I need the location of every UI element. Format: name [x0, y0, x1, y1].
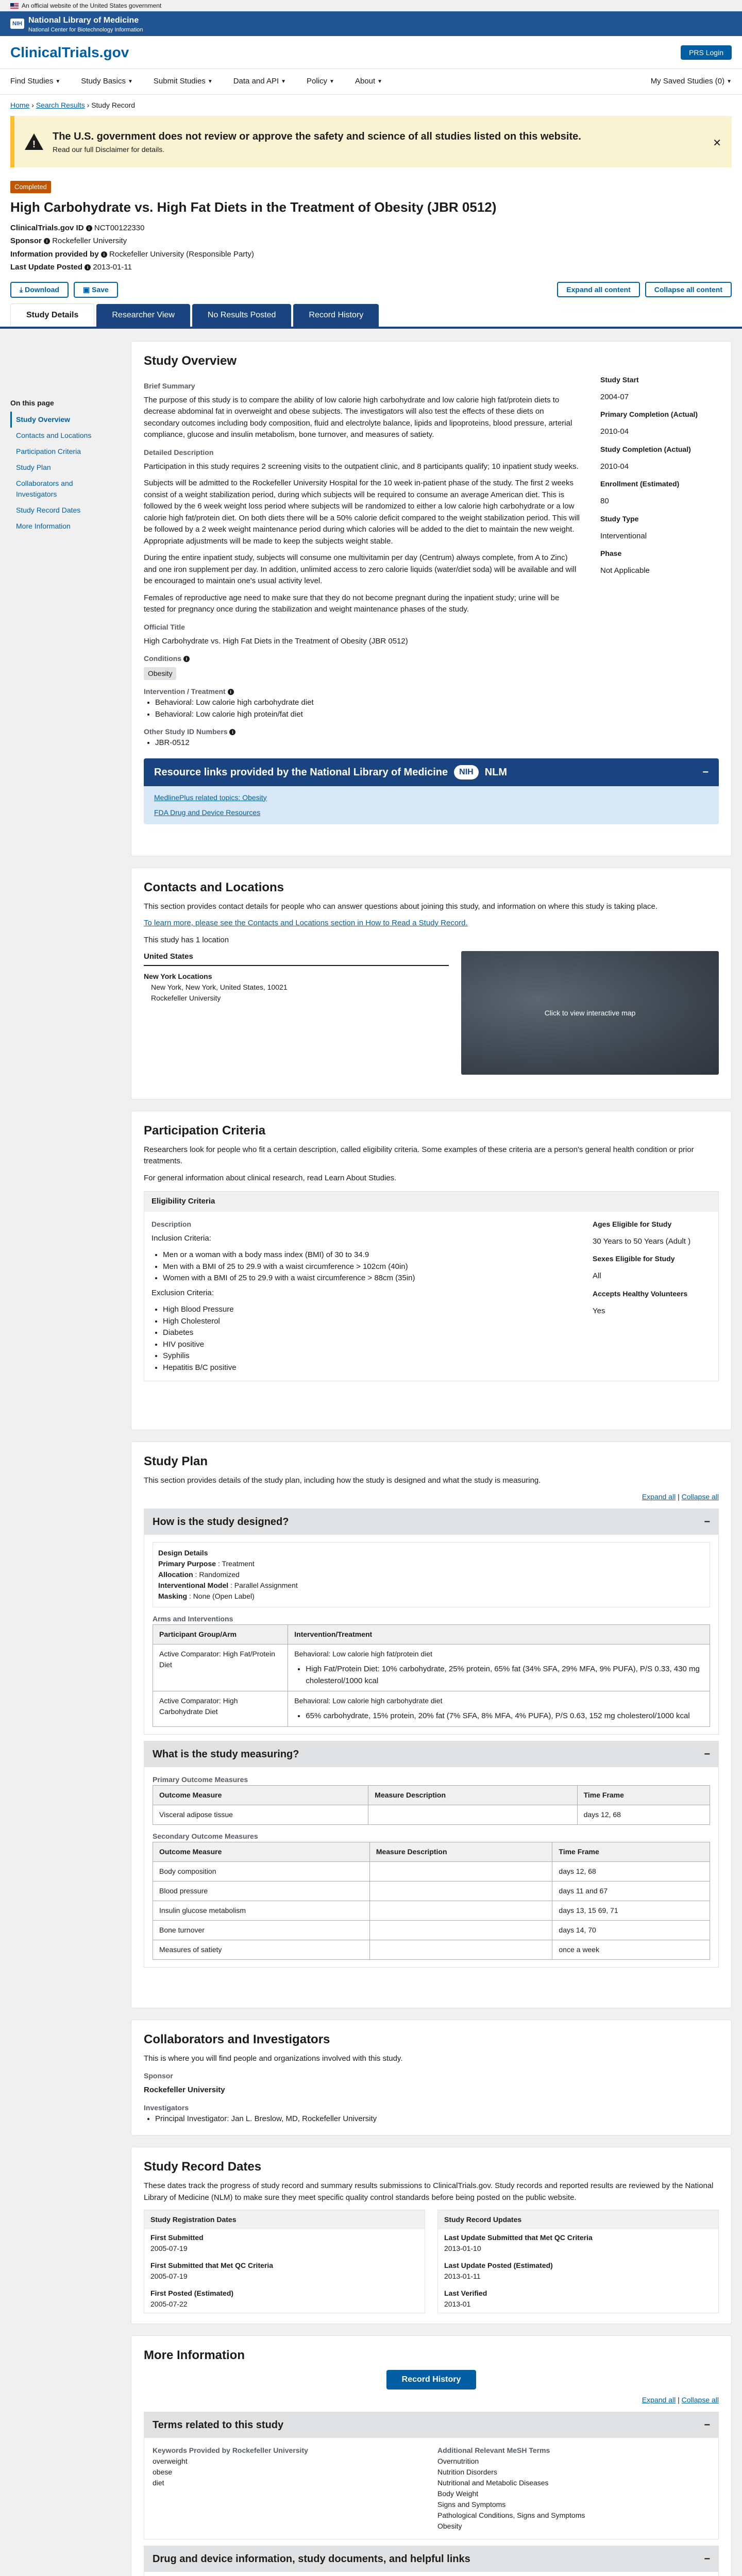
sidebar-item-overview[interactable]: Study Overview — [10, 412, 119, 428]
fda-link[interactable]: FDA Drug and Device Resources — [154, 808, 261, 817]
criteria-heading: Participation Criteria — [144, 1123, 266, 1138]
chevron-down-icon: ▼ — [727, 79, 732, 84]
nav-study-basics[interactable]: Study Basics ▼ — [81, 77, 133, 86]
date-row: Last Verified 2013-01 — [444, 2289, 487, 2308]
mesh-label: Additional Relevant MeSH Terms — [437, 2446, 550, 2454]
download-button[interactable]: ⤓ Download — [10, 282, 69, 298]
plan-text: This section provides details of the study plan, including how the study is designed and what the study is measuring. — [144, 1476, 541, 1485]
plan-collapse-all[interactable]: Collapse all — [681, 1493, 719, 1501]
sidebar-heading: On this page — [10, 398, 54, 407]
fact-label: Study Completion (Actual) — [600, 445, 691, 453]
state-label: New York Locations — [144, 972, 212, 980]
exclusion-label: Exclusion Criteria: — [151, 1288, 214, 1297]
desc-label: Description — [151, 1219, 192, 1228]
chevron-down-icon: ▼ — [329, 79, 334, 84]
fact-value: 80 — [600, 497, 609, 505]
location-city: New York, New York, United States, 10021 — [151, 982, 288, 991]
fact-value: Yes — [593, 1306, 605, 1315]
breadcrumb-search[interactable]: Search Results — [36, 101, 85, 109]
fact-label: Sexes Eligible for Study — [593, 1255, 675, 1263]
exclusion-item: • Syphilis — [163, 1350, 593, 1362]
update-row: Last Update Posted i 2013-01-11 — [10, 263, 132, 272]
nlm-logo-text: NLM — [484, 766, 508, 778]
gov-banner — [0, 0, 742, 11]
inclusion-item: • Women with a BMI of 25 to 29.9 with a waist circumference > 88cm (35in) — [163, 1273, 593, 1284]
location-count: This study has 1 location — [144, 935, 229, 944]
detailed-p3: During the entire inpatient study, subjects will consume one multivitamin per day (Centrum) always complete, from A to Zinc) and one iron supplement per day. In addition, unlimited access to zero calorie liquids (water/diet soda) will be available and will be encouraged to maintain one's usual activity level. — [144, 553, 577, 585]
sidebar-item-contacts[interactable]: Contacts and Locations — [16, 431, 92, 439]
saved-studies-link[interactable]: My Saved Studies (0) ▼ — [650, 77, 732, 86]
fact-value: Interventional — [600, 531, 647, 540]
plan-expand-all[interactable]: Expand all — [642, 1493, 676, 1501]
nlm-box-title: Resource links provided by the National Library of Medicine — [154, 766, 448, 778]
official-title: High Carbohydrate vs. High Fat Diets in the Treatment of Obesity (JBR 0512) — [144, 636, 408, 646]
nav-data-api[interactable]: Data and API ▼ — [233, 77, 286, 86]
info-icon[interactable]: i — [85, 264, 91, 270]
dates-heading: Study Record Dates — [144, 2160, 262, 2174]
investigators-label: Investigators — [144, 2103, 189, 2112]
intervention-label: Intervention / Treatment i — [144, 686, 580, 697]
collab-text: This is where you will find people and organizations involved with this study. — [144, 2054, 403, 2063]
criteria-card — [131, 1111, 732, 1430]
detailed-label: Detailed Description — [144, 448, 214, 456]
download-icon: ⤓ — [20, 285, 23, 294]
eligibility-box — [144, 1191, 719, 1381]
collaborators-card — [131, 2020, 732, 2136]
fact-label: Primary Completion (Actual) — [600, 410, 698, 418]
nav-find-studies[interactable]: Find Studies ▼ — [10, 77, 61, 86]
mesh-item: Nutrition Disorders — [437, 2468, 497, 2476]
tab-no-results[interactable]: No Results Posted — [192, 304, 292, 327]
breadcrumb-home[interactable]: Home — [10, 101, 30, 109]
collapse-all-button[interactable]: Collapse all content — [645, 282, 732, 297]
terms-title: Terms related to this study — [153, 2419, 284, 2431]
investigator-item: • Principal Investigator: Jan L. Breslow, MD, Rockefeller University — [155, 2113, 719, 2125]
design-row: Masking : None (Open Label) — [158, 1592, 255, 1600]
save-button[interactable]: ▣ Save — [74, 282, 118, 298]
table-row: Insulin glucose metabolism days 13, 15 69, 71 — [153, 1901, 710, 1920]
eligibility-facts — [593, 1219, 711, 1374]
collab-sponsor: Rockefeller University — [144, 2086, 225, 2094]
fact-label: Accepts Healthy Volunteers — [593, 1289, 688, 1298]
collapse-icon[interactable]: − — [704, 1748, 710, 1760]
arms-label: Arms and Interventions — [153, 1615, 233, 1623]
fact-value: All — [593, 1272, 601, 1280]
chevron-down-icon: ▼ — [55, 79, 61, 84]
keyword-item: obese — [153, 2468, 173, 2476]
exclusion-item: • Hepatitis B/C positive — [163, 1362, 593, 1374]
drug-title: Drug and device information, study documents, and helpful links — [153, 2553, 470, 2565]
study-title: High Carbohydrate vs. High Fat Diets in the Treatment of Obesity (JBR 0512) — [10, 199, 497, 215]
design-section — [144, 1509, 719, 1735]
other-id-item: • JBR-0512 — [155, 737, 580, 749]
mesh-item: Obesity — [437, 2522, 462, 2530]
detailed-p4: Females of reproductive age need to make sure that they do not become pregnant during the inpatient study; urine will be tested for pregnancy once during the stabilization and weight maintenance phases of the study. — [144, 593, 560, 614]
info-icon[interactable]: i — [183, 656, 190, 662]
fact-label: Enrollment (Estimated) — [600, 480, 680, 488]
fact-label: Phase — [600, 549, 622, 557]
contacts-card — [131, 868, 732, 1099]
keyword-item: diet — [153, 2479, 164, 2487]
table-row: Visceral adipose tissue days 12, 68 — [153, 1805, 710, 1824]
secondary-outcomes-table: Outcome Measure Measure Description Time Frame Body composition days 12, 68 Blood pressure days 11 and 67 Insulin glucose metabolism days 13, 15 69, 71 Bone turnover days 14, 70 Measures of satiety once a week — [153, 1842, 710, 1960]
criteria-text: Researchers look for people who fit a certain description, called eligibility criteria. Some examples of these criteria are a person's general health condition or prior treatments. — [144, 1145, 694, 1165]
breadcrumb-current: Study Record — [91, 101, 136, 109]
chevron-down-icon: ▼ — [281, 79, 286, 84]
chevron-down-icon: ▼ — [377, 79, 383, 84]
table-row: Bone turnover days 14, 70 — [153, 1920, 710, 1940]
map-text: Click to view interactive map — [544, 1008, 636, 1017]
date-row: First Submitted 2005-07-19 — [150, 2233, 204, 2252]
date-row: Last Update Submitted that Met QC Criteria 2013-01-10 — [444, 2233, 593, 2252]
measure-question: What is the study measuring? — [153, 1748, 299, 1760]
arms-col-header: Intervention/Treatment — [288, 1625, 710, 1645]
save-icon: ▣ — [82, 285, 90, 294]
tab-study-details[interactable]: Study Details — [10, 303, 94, 327]
medlineplus-link[interactable]: MedlinePlus related topics: Obesity — [154, 793, 267, 802]
contacts-text: This section provides contact details for people who can answer questions about joining this study, and information on where this study is taking place. — [144, 902, 657, 911]
primary-label: Primary Outcome Measures — [153, 1775, 248, 1784]
terms-section — [144, 2412, 719, 2539]
keywords-label: Keywords Provided by Rockefeller University — [153, 2446, 308, 2454]
info-icon[interactable]: i — [229, 729, 235, 735]
arms-table — [153, 1624, 710, 1727]
nav-policy[interactable]: Policy ▼ — [307, 77, 334, 86]
tab-researcher-view[interactable]: Researcher View — [96, 304, 190, 327]
contacts-heading: Contacts and Locations — [144, 880, 284, 894]
study-facts — [600, 375, 719, 749]
gov-banner-text: An official website of the United States government — [22, 2, 162, 9]
close-icon[interactable]: ✕ — [713, 138, 721, 149]
sidebar — [10, 341, 119, 2576]
exclusion-item: • HIV positive — [163, 1339, 593, 1351]
inclusion-item: • Men or a woman with a body mass index (BMI) of 30 to 34.9 — [163, 1249, 593, 1261]
intervention-item: • Behavioral: Low calorie high protein/fat diet — [155, 709, 580, 721]
mesh-item: Body Weight — [437, 2489, 479, 2498]
design-row: Allocation : Randomized — [158, 1570, 240, 1579]
exclusion-item: • Diabetes — [163, 1327, 593, 1339]
secondary-label: Secondary Outcome Measures — [153, 1832, 258, 1840]
info-icon[interactable]: i — [228, 689, 234, 695]
mesh-item: Signs and Symptoms — [437, 2500, 506, 2509]
fact-label: Ages Eligible for Study — [593, 1219, 672, 1228]
collapse-icon[interactable]: − — [704, 2553, 710, 2565]
registration-dates: Study Registration Dates First Submitted 2005-07-19 First Submitted that Met QC Criteria 2005-07-19 First Posted (Estimated) 2005-07-22 — [144, 2210, 425, 2313]
table-row: Blood pressure days 11 and 67 — [153, 1881, 710, 1901]
design-label: Design Details — [158, 1549, 208, 1557]
warning-icon — [25, 133, 43, 150]
tab-record-history[interactable]: Record History — [293, 304, 379, 327]
nlm-sub: National Center for Biotechnology Information — [28, 26, 143, 33]
fact-value: 2010-04 — [600, 462, 629, 471]
tab-bar — [0, 304, 742, 329]
fact-label: Study Start — [600, 375, 639, 384]
nav-about[interactable]: About ▼ — [355, 77, 383, 86]
keyword-item: overweight — [153, 2457, 188, 2465]
inclusion-item: • Men with a BMI of 25 to 29.9 with a waist circumference > 102cm (40in) — [163, 1261, 593, 1273]
conditions-label: Conditions i — [144, 653, 580, 664]
us-flag-icon — [10, 3, 19, 9]
sponsor-row: Sponsor i Rockefeller University — [10, 236, 127, 245]
fact-label: Study Type — [600, 514, 639, 523]
arms-col-header: Participant Group/Arm — [153, 1625, 288, 1645]
table-row: Active Comparator: High Carbohydrate Diet Behavioral: Low calorie high carbohydrate diet • 65% carbohydrate, 15% protein, 20% fat (7% SFA, 8% MFA, 4% PUFA), P/S 0.63, 152 mg cholesterol/1000 kcal — [153, 1691, 710, 1727]
expand-all-button[interactable]: Expand all content — [557, 282, 639, 297]
study-header — [0, 172, 742, 304]
nih-logo-icon: NIH — [454, 765, 479, 779]
dates-card — [131, 2147, 732, 2324]
info-icon[interactable]: i — [101, 251, 107, 258]
alert-title: The U.S. government does not review or approve the safety and science of all studies listed on this website. — [53, 130, 581, 142]
nct-row: ClinicalTrials.gov ID i NCT00122330 — [10, 223, 145, 232]
criteria-learn: For general information about clinical research, read Learn About Studies. — [144, 1173, 397, 1182]
brief-summary: The purpose of this study is to compare the ability of low calorie high carbohydrate and low calorie high fat/protein diets to decrease abdominal fat in overweight and obese subjects. The investigators will also test the effects of these diets on secondary outcomes including body composition, fluid and electrolyte balance, lipids and lipoproteins, blood pressure, arterial compliance, glucose and insulin metabolism, bone turnover, and measures of satiety. — [144, 395, 572, 439]
collapse-icon[interactable]: − — [704, 2419, 710, 2431]
main-nav — [0, 69, 742, 95]
chevron-down-icon: ▼ — [128, 79, 133, 84]
intervention-item: • Behavioral: Low calorie high carbohydrate diet — [155, 697, 580, 709]
chevron-down-icon: ▼ — [207, 79, 213, 84]
plan-heading: Study Plan — [144, 1454, 208, 1468]
measure-section — [144, 1741, 719, 1968]
breadcrumb: Home › Search Results › Study Record — [0, 95, 742, 116]
fact-value: Not Applicable — [600, 566, 650, 575]
sidebar-item-criteria[interactable]: Participation Criteria — [16, 447, 81, 455]
more-expand-all[interactable]: Expand all — [642, 2396, 676, 2404]
drug-section — [144, 2546, 719, 2576]
other-ids-label: Other Study ID Numbers i — [144, 726, 580, 737]
date-row: First Submitted that Met QC Criteria 2005-07-19 — [150, 2261, 274, 2280]
info-icon[interactable]: i — [44, 238, 50, 244]
site-header — [0, 36, 742, 69]
inclusion-label: Inclusion Criteria: — [151, 1233, 211, 1243]
fact-value: 2010-04 — [600, 427, 629, 436]
eligibility-title: Eligibility Criteria — [144, 1192, 718, 1212]
exclusion-item: • High Blood Pressure — [163, 1304, 593, 1316]
info-row: Information provided by i Rockefeller University (Responsible Party) — [10, 249, 254, 259]
country-label: United States — [144, 951, 449, 966]
study-overview-card — [131, 341, 732, 856]
sidebar-item-plan[interactable]: Study Plan — [16, 463, 51, 471]
brief-label: Brief Summary — [144, 381, 195, 390]
more-info-card: More Information Record History Expand all | Collapse all Terms related to this study − Keywords Provided by Rockefeller University overweight obese diet Additional Relevant MeSH Terms Overnutrition Nutrition Disorders Nutritional and Metabolic Diseases Body Weight Signs and Symptoms Pathological Conditions, Signs and Symptoms Obesity Drug and device information, study documents, and helpful links − — [131, 2335, 732, 2576]
more-heading: More Information — [144, 2348, 245, 2362]
fact-value: 30 Years to 50 Years (Adult ) — [593, 1236, 691, 1246]
location-site: Rockefeller University — [151, 993, 221, 1002]
info-icon[interactable]: i — [86, 225, 92, 231]
collapse-icon[interactable]: − — [704, 1516, 710, 1528]
mesh-item: Nutritional and Metabolic Diseases — [437, 2479, 549, 2487]
disclaimer-alert — [10, 116, 732, 167]
design-question: How is the study designed? — [153, 1516, 289, 1528]
date-row: First Posted (Estimated) 2005-07-22 — [150, 2289, 234, 2308]
record-updates: Study Record Updates Last Update Submitted that Met QC Criteria 2013-01-10 Last Update Posted (Estimated) 2013-01-11 Last Verified 2013-01 — [437, 2210, 719, 2313]
collab-sponsor-label: Sponsor — [144, 2072, 173, 2080]
nlm-name: National Library of Medicine — [28, 15, 139, 25]
nav-submit-studies[interactable]: Submit Studies ▼ — [153, 77, 213, 86]
nih-icon: NIH — [10, 19, 24, 29]
date-row: Last Update Posted (Estimated) 2013-01-11 — [444, 2261, 553, 2280]
dates-text: These dates track the progress of study record and summary results submissions to ClinicalTrials.gov. Study records and reported results are reviewed by the National Library of Medicine (NLM) to make sure they meet specific quality control standards before being posted on the public website. — [144, 2181, 714, 2202]
condition-tag[interactable]: Obesity — [144, 667, 176, 680]
more-collapse-all[interactable]: Collapse all — [681, 2396, 719, 2404]
official-label: Official Title — [144, 622, 185, 631]
table-row: Measures of satiety once a week — [153, 1940, 710, 1959]
table-row: Body composition days 12, 68 — [153, 1861, 710, 1881]
detailed-p1: Participation in this study requires 2 screening visits to the outpatient clinic, and 8 participants qualify; 10 inpatient study weeks. — [144, 462, 579, 471]
overview-heading: Study Overview — [144, 353, 237, 368]
collapse-icon[interactable]: − — [702, 766, 709, 778]
record-history-button[interactable]: Record History — [386, 2370, 477, 2389]
mesh-item: Pathological Conditions, Signs and Symptoms — [437, 2511, 585, 2519]
design-row: Primary Purpose : Treatment — [158, 1560, 255, 1568]
contacts-learn — [144, 918, 719, 929]
contacts-learn-link[interactable]: To learn more, please see the Contacts and Locations section in How to Read a Study Record. — [144, 919, 468, 927]
location-map[interactable] — [461, 951, 719, 1075]
design-row: Interventional Model : Parallel Assignment — [158, 1581, 298, 1589]
site-logo[interactable]: ClinicalTrials.gov — [10, 44, 129, 60]
table-row: Active Comparator: High Fat/Protein Diet Behavioral: Low calorie high fat/protein diet • High Fat/Protein Diet: 10% carbohydrate, 25% protein, 65% fat (34% SFA, 29% MFA, 9% PUFA), P/S 0.33, 430 mg cholesterol/1000 kcal — [153, 1645, 710, 1691]
fact-value: 2004-07 — [600, 392, 629, 401]
sidebar-item-collaborators[interactable]: Collaborators and Investigators — [16, 479, 73, 498]
detailed-p2: Subjects will be admitted to the Rockefeller University Hospital for the 10 week in-patient phase of the study. The first 2 weeks consist of a weight stabilization period, during which subjects will be required to consume an average American diet. This is followed by the 6 week weight loss period where subjects will be randomized to either a low calorie high carbohydrate or a low calorie high fat/protein diet. On both diets there will be a 50% calorie deficit compared to the weight stabilization period. This will be followed by a 2 week weight maintenance period during which calories will be added to the diet to maintain the new weight. Appropriate adjustments will be made to keep the subjects weight stable. — [144, 479, 580, 546]
alert-text: Read our full Disclaimer for details. — [53, 145, 165, 154]
collab-heading: Collaborators and Investigators — [144, 2032, 330, 2046]
study-plan-card: Study Plan This section provides details of the study plan, including how the study is designed and what the study is measuring. Expand all | Collapse all How is the study designed? − Design Details Primary Purpose : Treatment Allocation : Randomized Interventional Model : Parallel Assignment Masking : None (Open Label) Arms and Interventions Participant Group/Arm Intervention/Treatment Active Comparator: High Fat/Protein Diet Behavioral: Low calorie high fat/protein diet • High Fat/Protein Diet: 10% carbohydrate, 25% protein, 65% fat (34% SFA, 29% MFA, 9% PUFA), P/S 0.33, 430 mg cholesterol/1000 kcal Active Comparator: High Carbohydrate Diet Behavioral: Low calorie high carbohydrate diet • 65% carbohydrate, 15% protein, 20% fat (7% SFA, 8% MFA, 4% PUFA), P/S 0.63, 152 mg cholesterol/1000 kcal What is the study measuring? − Primary Outcome Measures Outcome Measure Measure Description Time Frame Visceral adipose tissue days 12, 68 Secondary Outcome Measures Outcome Measure Measure Description Time Frame Body composition days 12, 68 Blood pressure days 11 and 67 Insulin glucose metabolism days 13, 15 69, 71 Bone turnover days 14, 70 Measures of satiety once a week — [131, 1442, 732, 2008]
primary-outcomes-table: Outcome Measure Measure Description Time Frame Visceral adipose tissue days 12, 68 — [153, 1785, 710, 1825]
nlm-logo[interactable] — [10, 14, 143, 33]
nlm-resource-box — [144, 758, 719, 824]
status-badge: Completed — [10, 181, 51, 193]
mesh-item: Overnutrition — [437, 2457, 479, 2465]
nlm-header — [0, 11, 742, 36]
sidebar-item-dates[interactable]: Study Record Dates — [16, 505, 81, 514]
sidebar-item-more[interactable]: More Information — [16, 521, 71, 530]
prs-login-button[interactable]: PRS Login — [681, 45, 732, 60]
exclusion-item: • High Cholesterol — [163, 1316, 593, 1328]
